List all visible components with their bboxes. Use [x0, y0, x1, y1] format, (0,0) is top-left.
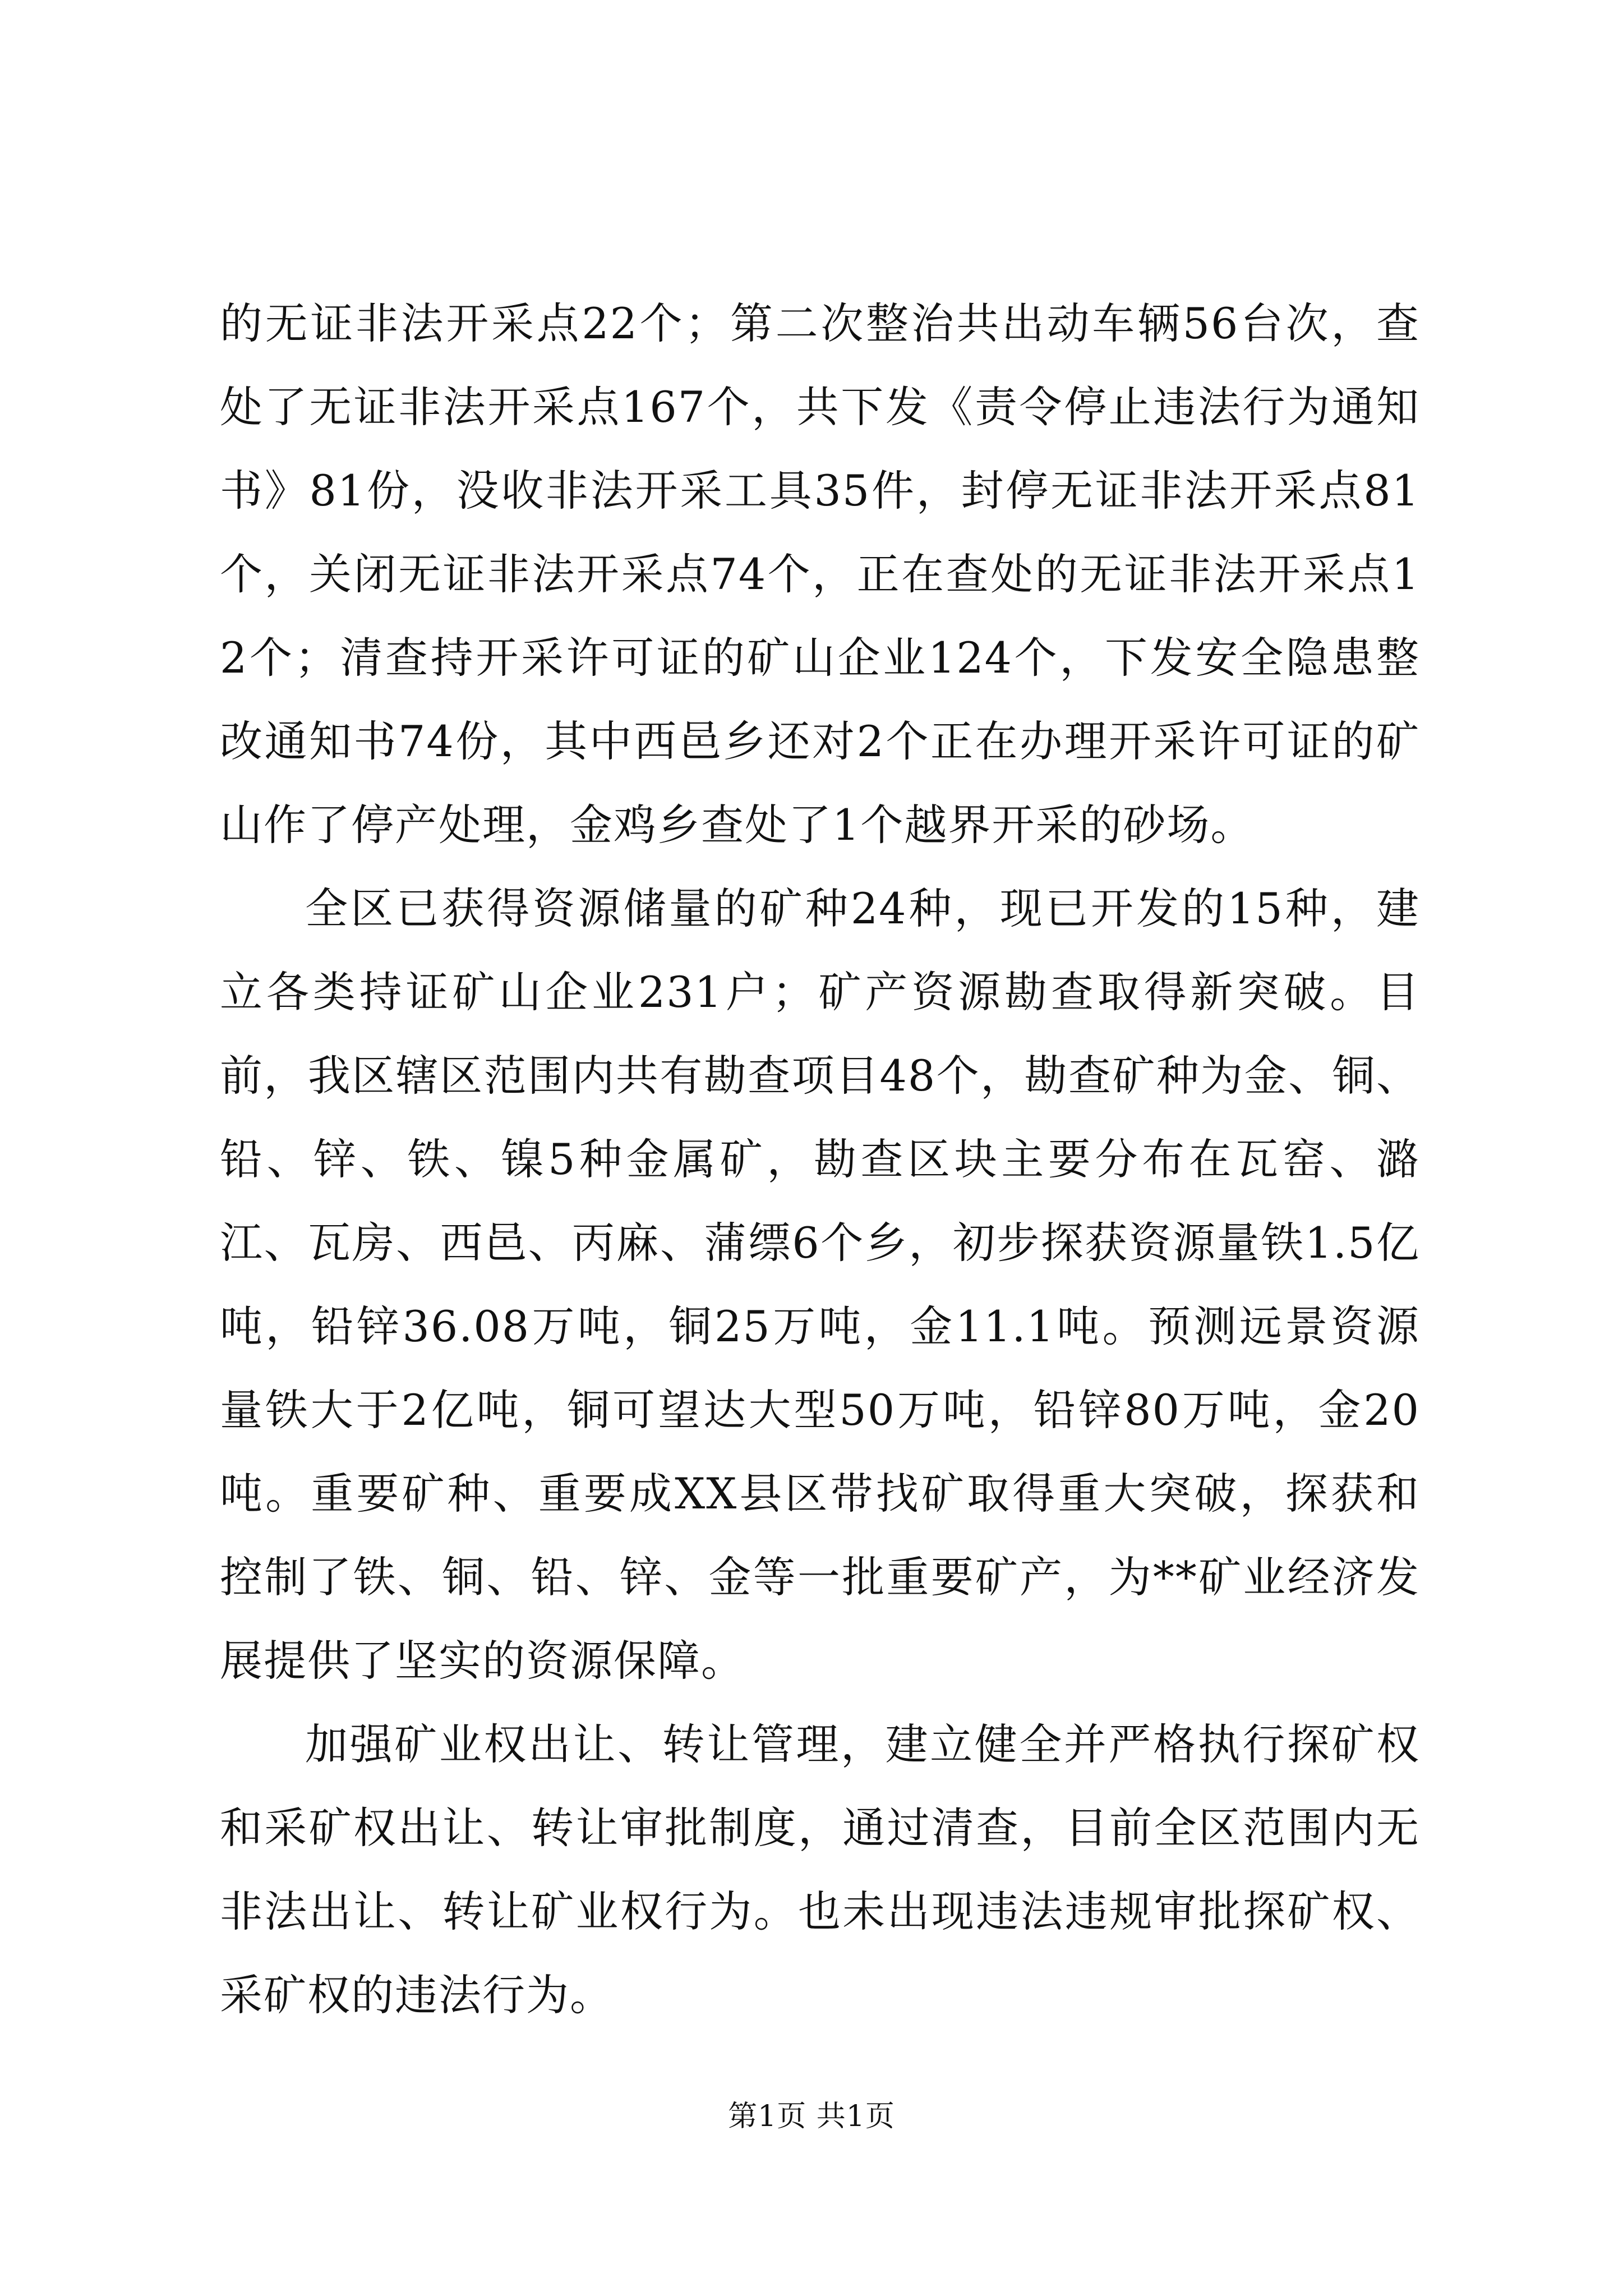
paragraph-mining-rights: 加强矿业权出让、转让管理，建立健全并严格执行探矿权和采矿权出让、转让审批制度，通过清查，目前全区范围内无非法出让、转让矿业权行为。也未出现违法违规审批探矿权、采矿权的违法行为。 [220, 1719, 1420, 2020]
paragraph-continued: 的无证非法开采点22个；第二次整治共出动车辆56台次，查处了无证非法开采点167个，共下发《责令停止违法行为通知书》81份，没收非法开采工具35件，封停无证非法开采点81个，关闭无证非法开采点74个，正在查处的无证非法开采点12个；清查持开采许可证的矿山企业124个，下发安全隐患整改通知书74份，其中西邑乡还对2个正在办理开采许可证的矿山作了停产处理，金鸡乡查处了1个越界开采的砂场。 [220, 298, 1420, 850]
paragraph-mineral-resources: 全区已获得资源储量的矿种24种，现已开发的15种，建立各类持证矿山企业231户；矿产资源勘查取得新突破。目前，我区辖区范围内共有勘查项目48个，勘查矿种为金、铜、铅、锌、铁、镍5种金属矿，勘查区块主要分布在瓦窑、潞江、瓦房、西邑、丙麻、蒲缥6个乡，初步探获资源量铁1.5亿吨，铅锌36.08万吨，铜25万吨，金11.1吨。预测远景资源量铁大于2亿吨，铜可望达大型50万吨，铅锌80万吨，金20吨。重要矿种、重要成XX县区带找矿取得重大突破，探获和控制了铁、铜、铅、锌、金等一批重要矿产，为**矿业经济发展提供了坚实的资源保障。 [220, 884, 1420, 1686]
page-footer: 第1页 共1页 [728, 2100, 895, 2133]
document-body [220, 282, 1420, 2037]
